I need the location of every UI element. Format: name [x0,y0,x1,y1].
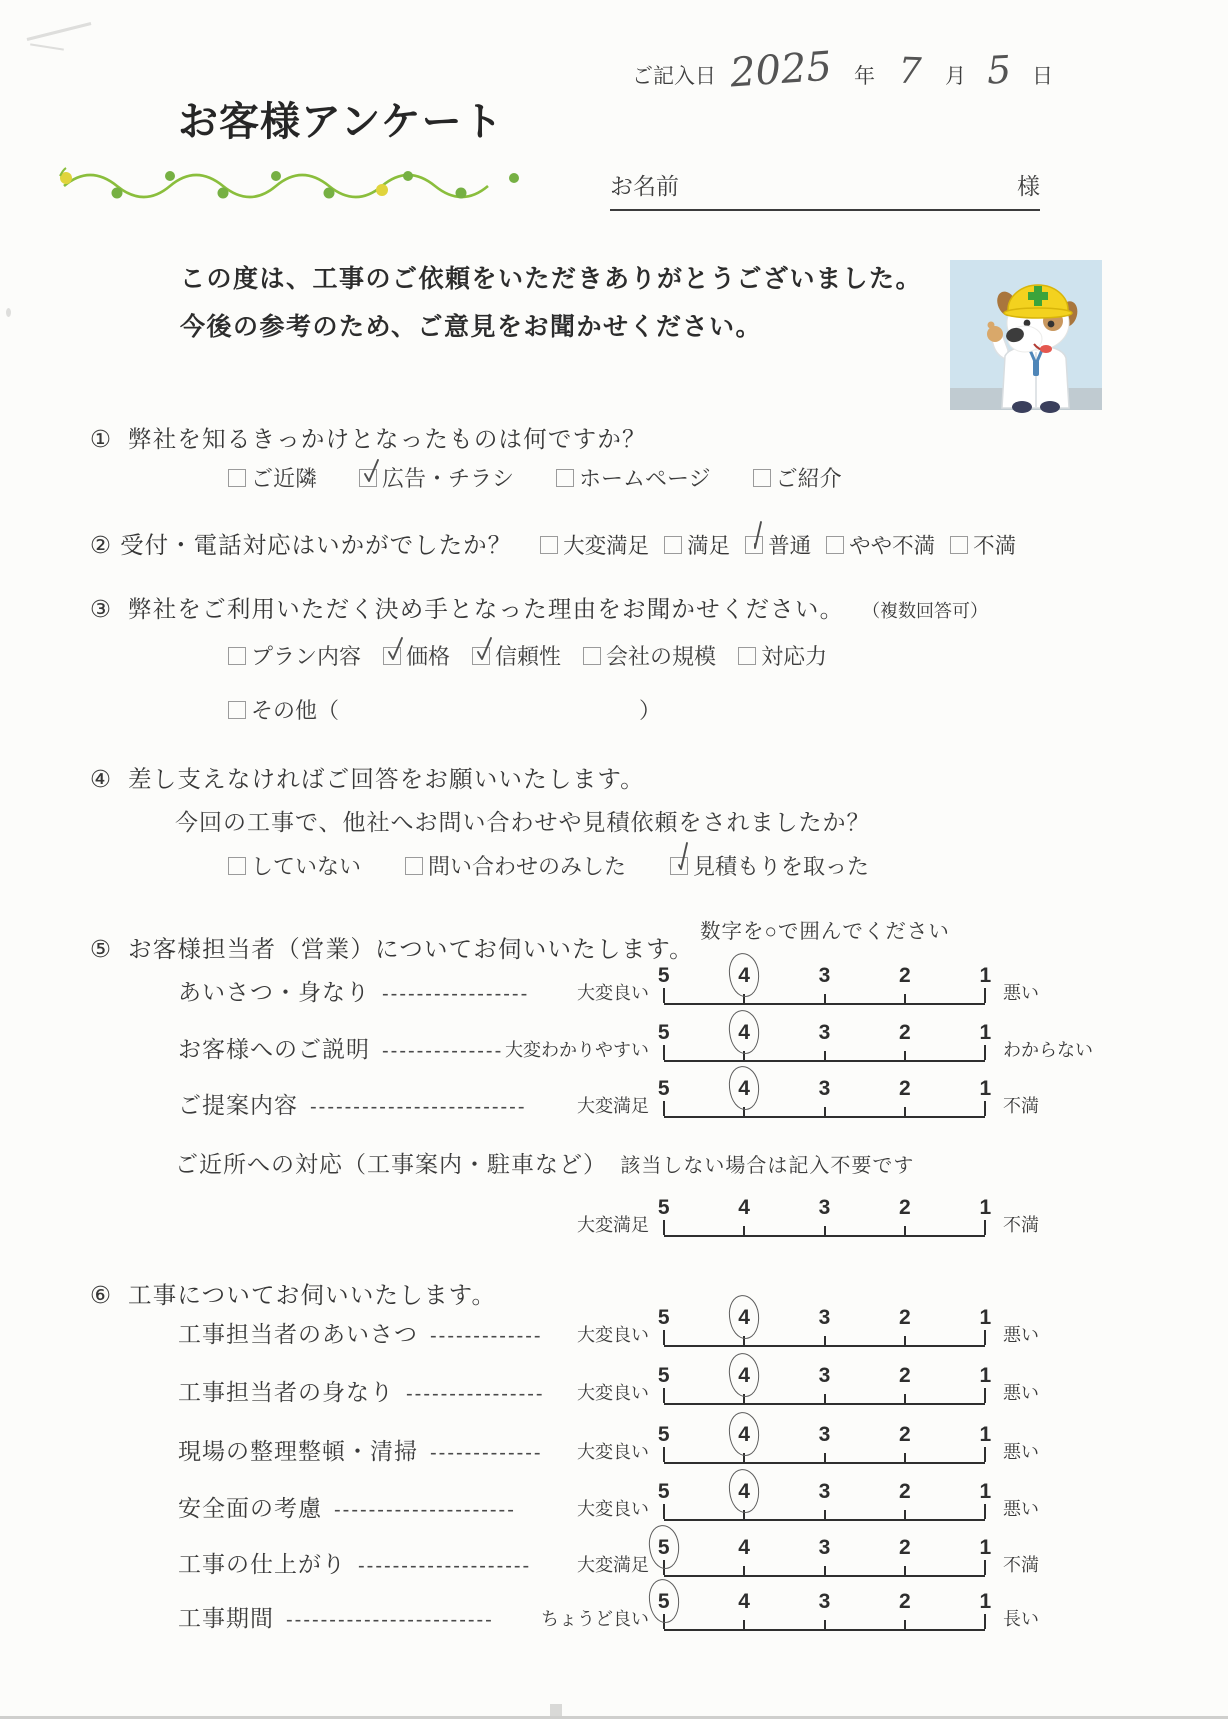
option-label: ご近隣 [251,466,318,491]
question-4 [90,760,645,794]
rating-row-label: 工事担当者のあいさつ [178,1321,418,1347]
scale-number-4[interactable]: 4 [738,1536,750,1559]
checkbox-icon[interactable] [753,469,771,487]
q1-options [228,462,842,493]
scale-tick [984,1388,986,1403]
scale-anchor-left: 大変良い [577,983,649,1003]
scale-number-5[interactable]: 5 [657,1364,670,1387]
scale-number-2[interactable]: 2 [899,1196,911,1219]
question-3-text: 弊社をご利用いただく決め手となった理由をお聞かせください。 [128,596,845,622]
rating-row-anzenmen [175,1475,1185,1527]
scale-tick [824,1566,826,1575]
day-unit: 日 [1032,65,1053,88]
dotted-leader: ------------- [430,1325,543,1347]
option-label: 価格 [406,644,451,669]
scale-number-2[interactable]: 2 [899,1364,911,1387]
question-2-text: 受付・電話対応はいかがでしたか？ [120,532,513,558]
q2-option-fuman[interactable] [950,529,1016,560]
handwritten-check-icon [672,845,694,875]
scale-number-2[interactable]: 2 [899,1536,911,1559]
rating-row-koji-kikan [175,1585,1185,1637]
handwritten-month[interactable]: 7 [897,50,923,93]
handwritten-check-icon [747,524,769,554]
dotted-leader: ---------------- [406,1383,545,1405]
date-label: ご記入日 [632,65,716,88]
scale-anchor-right: 不満 [1003,1555,1039,1575]
scale-number-3[interactable]: 3 [818,1196,831,1219]
question-5-text: お客様担当者（営業）についてお伺いいたします。 [128,936,694,962]
scale-number-4[interactable]: 4 [738,1481,750,1502]
handwritten-circle-mark [727,1411,761,1458]
option-label: 広告・チラシ [382,466,515,491]
scale-number-2[interactable]: 2 [899,1021,911,1044]
intro-text [180,256,922,351]
rating-scale [657,1305,992,1353]
dotted-leader: ------------------------- [310,1096,527,1118]
circle-instruction: 数字を○で囲んでください [700,920,950,943]
scale-tick [904,1510,906,1519]
scale-tick [904,1394,906,1403]
scale-number-3[interactable]: 3 [818,1536,831,1559]
scale-number-3[interactable]: 3 [818,1423,831,1446]
question-4-subtext: 今回の工事で、他社へお問い合わせや見積依頼をされましたか？ [175,809,871,835]
scale-number-1[interactable]: 1 [979,1364,992,1387]
scale-anchor-left: 大変満足 [577,1096,649,1116]
question-1-number: ① [90,426,113,452]
checkbox-icon[interactable] [664,536,682,554]
rating-row-label: 工事担当者の身なり [178,1379,394,1405]
scale-number-5[interactable]: 5 [657,1077,670,1100]
dotted-leader: --------------------- [334,1499,516,1521]
scale-tick [743,1620,745,1629]
checkbox-icon[interactable] [745,536,763,554]
scale-tick [904,1453,906,1462]
scale-number-5[interactable]: 5 [657,1196,670,1219]
scale-number-4[interactable]: 4 [738,965,750,986]
q3-option-kaisha-kibo[interactable] [583,640,716,671]
scale-number-1[interactable]: 1 [979,1021,992,1044]
q1-option-goshoukai[interactable] [753,462,842,493]
scale-number-1[interactable]: 1 [979,1423,992,1446]
scale-tick [984,1045,986,1060]
name-input-line[interactable] [679,168,1017,194]
scale-number-4[interactable]: 4 [738,1590,750,1613]
question-1 [90,420,647,454]
scale-anchor-left: 大変満足 [577,1555,649,1575]
other-close-paren: ） [639,698,662,723]
scale-number-2[interactable]: 2 [899,964,911,987]
scale-tick [663,1388,665,1403]
scale-tick [904,1336,906,1345]
scale-number-2[interactable]: 2 [899,1590,911,1613]
handwritten-check-icon [385,635,407,665]
scale-anchor-left: 大変満足 [577,1215,649,1235]
intro-line-2: 今後の参考のため、ご意見をお聞かせください。 [180,312,763,341]
vine-decoration [58,166,526,202]
checkbox-icon[interactable] [383,647,401,665]
scale-tick [904,1051,906,1060]
scale-tick [824,1226,826,1235]
q4-option-toiawase-nomi[interactable] [405,850,626,881]
scale-number-3[interactable]: 3 [818,1590,831,1613]
question-3-number: ③ [90,596,113,622]
scale-number-5[interactable]: 5 [657,1021,670,1044]
scale-number-1[interactable]: 1 [979,1077,992,1100]
dotted-leader: -------------------- [358,1555,532,1577]
scale-number-1[interactable]: 1 [979,1196,992,1219]
scale-tick [904,1566,906,1575]
page-title: お客様アンケート [178,100,504,144]
checkbox-icon[interactable] [583,647,601,665]
checkbox-icon[interactable] [359,469,377,487]
q4-options [228,850,869,881]
scale-number-5[interactable]: 5 [657,1306,670,1329]
scale-tick [984,1504,986,1519]
scale-tick [663,1330,665,1345]
handwritten-check-icon [474,635,496,665]
rating-scale [657,1195,992,1243]
scale-number-4[interactable]: 4 [738,1196,750,1219]
rating-scale [657,1422,992,1470]
scale-tick [984,1447,986,1462]
scale-number-5[interactable]: 5 [658,1591,670,1612]
scale-anchor-left: ちょうど良い [541,1609,649,1629]
handwritten-circle-mark [647,1524,681,1571]
scale-tick [663,988,665,1003]
q2-option-yaya-fuman[interactable] [826,529,935,560]
scale-tick [904,1620,906,1629]
scale-anchor-left: 大変良い [577,1442,649,1462]
scale-number-3[interactable]: 3 [818,1364,831,1387]
question-4-text: 差し支えなければご回答をお願いいたします。 [128,766,645,792]
option-label: 問い合わせのみした [428,854,627,879]
scale-tick [824,994,826,1003]
scale-number-2[interactable]: 2 [899,1077,911,1100]
scale-tick [663,1220,665,1235]
scale-number-1[interactable]: 1 [979,1590,992,1613]
scale-number-3[interactable]: 3 [818,1306,831,1329]
q1-option-homepage[interactable] [556,462,711,493]
option-label: その他（ [251,698,340,723]
handwritten-circle-mark [727,1294,761,1341]
q4-option-mitsumori-totta[interactable] [670,850,869,881]
question-2 [90,526,1016,560]
scale-number-1[interactable]: 1 [979,1536,992,1559]
rating-scale [657,1589,992,1637]
scale-anchor-left: 大変良い [577,1383,649,1403]
scale-number-5[interactable]: 5 [657,964,670,987]
year-unit: 年 [854,65,875,88]
option-label: ホームページ [579,466,711,491]
scale-anchor-left: 大変良い [577,1499,649,1519]
dotted-leader: -------------- [382,1040,504,1062]
checkbox-icon[interactable] [950,536,968,554]
scale-tick [984,1220,986,1235]
rating-row-gosetsumei [175,1016,1185,1068]
checkbox-icon[interactable] [556,469,574,487]
dotted-leader: ----------------- [382,983,530,1005]
scale-tick [743,1226,745,1235]
month-unit: 月 [945,65,966,88]
dotted-leader: ------------------------ [286,1609,494,1631]
scale-tick [663,1101,665,1116]
question-6-text: 工事についてお伺いいたします。 [128,1282,497,1308]
scale-number-2[interactable]: 2 [899,1480,911,1503]
scale-number-3[interactable]: 3 [818,1021,831,1044]
scale-tick [824,1510,826,1519]
handwritten-day[interactable]: 5 [985,47,1013,93]
option-label: 会社の規模 [606,644,717,669]
rating-row-label: 安全面の考慮 [178,1495,322,1521]
q2-option-manzoku[interactable] [664,529,730,560]
question-3 [90,590,988,624]
option-label: 大変満足 [563,534,650,558]
scale-anchor-left: 大変わかりやすい [505,1040,649,1060]
q3-other-row [228,694,661,725]
question-4-number: ④ [90,766,113,792]
rating-row-goteian [175,1072,1185,1124]
question-3-note: （複数回答可） [862,601,989,621]
name-field-row [610,168,1040,211]
rating-row-label: 工事の仕上がり [178,1551,346,1577]
scale-tick [743,1566,745,1575]
dotted-leader: ------------- [430,1442,543,1464]
handwritten-circle-mark [727,1009,761,1056]
q1-option-koukoku[interactable] [359,462,514,493]
option-label: 見積もりを取った [693,854,870,879]
scale-anchor-right: 長い [1003,1609,1039,1629]
name-label: お名前 [610,173,679,199]
scale-anchor-right: 悪い [1003,1442,1039,1462]
rating-row-aisatsu-minari [175,959,1185,1011]
scan-noise [30,43,64,50]
checkbox-icon[interactable] [738,647,756,665]
scale-tick [663,1504,665,1519]
scale-anchor-right: 不満 [1003,1215,1039,1235]
rating-scale [657,1479,992,1527]
fill-date-row [632,43,1057,97]
question-6-number: ⑥ [90,1282,113,1308]
scale-number-3[interactable]: 3 [818,964,831,987]
rating-row-seiri-seiton [175,1418,1185,1470]
scale-tick [984,1560,986,1575]
intro-line-1: この度は、工事のご依頼をいただきありがとうございました。 [180,265,923,293]
scale-tick [663,1045,665,1060]
scale-anchor-right: 悪い [1003,1499,1039,1519]
q2-option-futsuu[interactable] [745,529,811,560]
rating-row-label: 現場の整理整頓・清掃 [178,1438,418,1464]
scale-anchor-right: 悪い [1003,983,1039,1003]
scale-number-2[interactable]: 2 [899,1423,911,1446]
scale-anchor-right: 不満 [1003,1096,1039,1116]
scale-tick [824,1051,826,1060]
checkbox-icon[interactable] [228,701,246,719]
checkbox-icon[interactable] [826,536,844,554]
name-suffix: 様 [1017,173,1040,199]
rating-scale [657,1363,992,1411]
rating-scale [657,1076,992,1124]
option-label: 不満 [973,534,1017,558]
neighbor-label: ご近所への対応（工事案内・駐車など） [175,1151,607,1177]
q2-option-taihen-manzoku[interactable] [540,529,649,560]
scale-anchor-right: 悪い [1003,1325,1039,1345]
option-label: 対応力 [761,644,828,669]
construction-dog-mascot [950,260,1102,420]
scan-noise [27,22,92,41]
q3-option-kakaku[interactable] [383,640,450,671]
scale-number-1[interactable]: 1 [979,964,992,987]
scale-number-3[interactable]: 3 [818,1077,831,1100]
handwritten-check-icon [361,457,383,487]
rating-row-label: 工事期間 [178,1605,274,1631]
q3-options [228,640,827,671]
scale-tick [984,1614,986,1629]
scale-tick [824,1336,826,1345]
question-1-text: 弊社を知るきっかけとなったものは何ですか？ [128,426,647,452]
q1-option-gokinrin[interactable] [228,462,317,493]
scale-number-5[interactable]: 5 [657,1423,670,1446]
q3-option-plan[interactable] [228,640,361,671]
option-label: 信頼性 [495,644,562,669]
q4-option-shiteinai[interactable] [228,850,361,881]
checkbox-icon[interactable] [472,647,490,665]
rating-row-label: ご提案内容 [178,1092,298,1118]
handwritten-year[interactable]: 2025 [728,43,834,97]
scale-number-5[interactable]: 5 [658,1537,670,1558]
checkbox-icon[interactable] [228,857,246,875]
rating-row-shiagari [175,1531,1185,1583]
scale-tick [904,1226,906,1235]
option-label: ご紹介 [775,466,842,491]
handwritten-circle-mark [727,952,761,999]
checkbox-icon[interactable] [228,647,246,665]
scale-tick [663,1447,665,1462]
rating-row-gokinjo [175,1191,1185,1243]
question-2-number: ② [90,532,113,558]
handwritten-circle-mark [727,1065,761,1112]
scale-number-1[interactable]: 1 [979,1480,992,1503]
scale-anchor-right: 悪い [1003,1383,1039,1403]
scale-tick [984,988,986,1003]
handwritten-circle-mark [727,1352,761,1399]
handwritten-circle-mark [647,1578,681,1625]
scale-tick [904,994,906,1003]
scale-number-3[interactable]: 3 [818,1480,831,1503]
scale-tick [824,1453,826,1462]
option-label: していない [251,854,362,879]
scale-tick [984,1101,986,1116]
scale-number-1[interactable]: 1 [979,1306,992,1329]
scale-number-4[interactable]: 4 [738,1424,750,1445]
q2-options [540,529,1016,560]
scale-number-4[interactable]: 4 [738,1365,750,1386]
rating-row-label: あいさつ・身なり [178,979,370,1005]
scale-tick [984,1330,986,1345]
rating-scale [657,1020,992,1068]
scale-tick [824,1394,826,1403]
scale-tick [824,1620,826,1629]
question-5-number: ⑤ [90,936,113,962]
rating-scale [657,963,992,1011]
scale-number-2[interactable]: 2 [899,1306,911,1329]
scale-anchor-right: わからない [1003,1040,1093,1060]
q3-option-other[interactable] [228,694,339,725]
rating-scale [657,1535,992,1583]
option-label: やや不満 [849,534,936,558]
rating-row-koji-minari [175,1359,1185,1411]
checkbox-icon[interactable] [228,469,246,487]
scale-tick [824,1107,826,1116]
neighbor-section-label [175,1146,914,1179]
scale-number-4[interactable]: 4 [738,1022,750,1043]
neighbor-note: 該当しない場合は記入不要です [620,1155,915,1177]
scan-noise [6,308,11,317]
scale-number-4[interactable]: 4 [738,1078,750,1099]
option-label: プラン内容 [251,644,362,669]
checkbox-icon[interactable] [405,857,423,875]
option-label: 普通 [768,534,812,558]
option-label: 満足 [687,534,731,558]
checkbox-icon[interactable] [670,857,688,875]
scale-anchor-left: 大変良い [577,1325,649,1345]
scale-number-5[interactable]: 5 [657,1480,670,1503]
scale-number-4[interactable]: 4 [738,1307,750,1328]
scale-tick [904,1107,906,1116]
handwritten-circle-mark [727,1468,761,1515]
rating-row-label: お客様へのご説明 [178,1036,370,1062]
checkbox-icon[interactable] [540,536,558,554]
q3-option-taioryoku[interactable] [738,640,827,671]
rating-row-koji-aisatsu [175,1301,1185,1353]
q3-option-shinraisei[interactable] [472,640,561,671]
